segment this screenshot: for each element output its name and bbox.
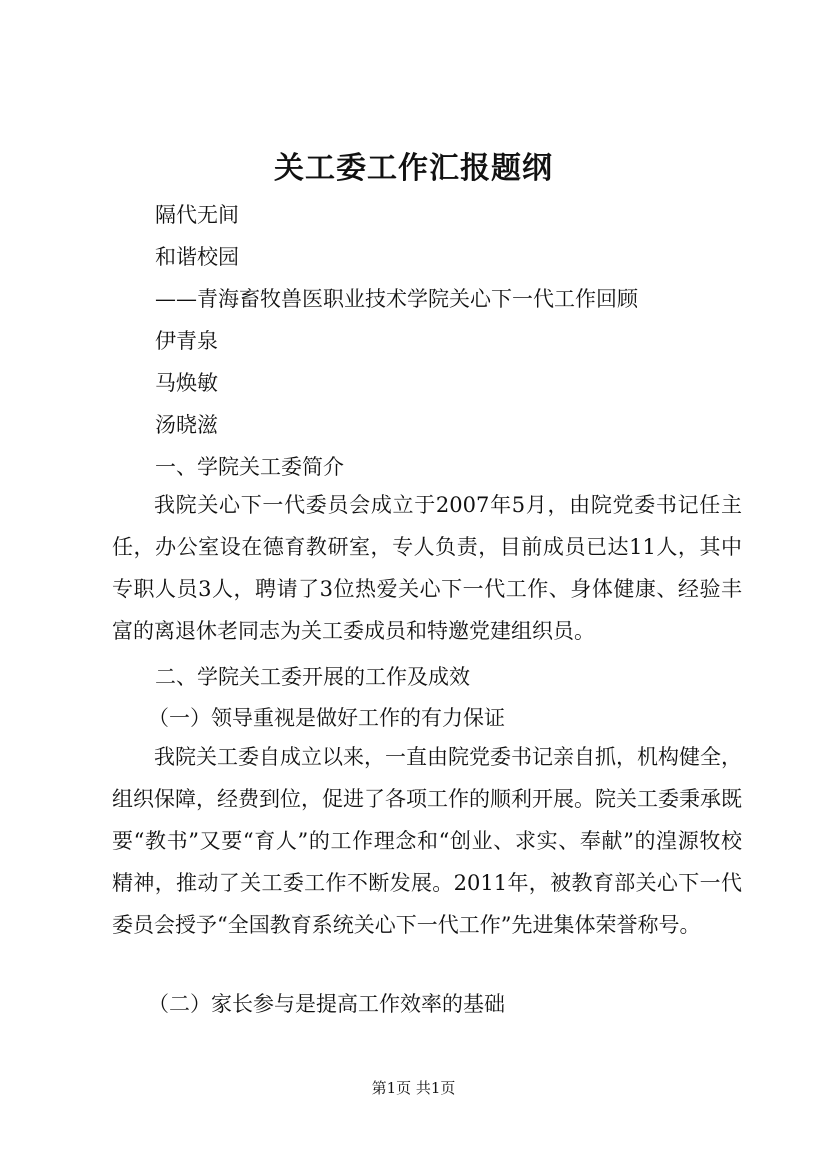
author-name: 马焕敏 [155, 371, 218, 395]
author-name: 汤晓滋 [155, 413, 218, 437]
subsection-heading: （一）领导重视是做好工作的有力保证 [148, 706, 505, 730]
body-paragraph [112, 484, 742, 652]
body-paragraph [112, 736, 742, 946]
paragraph-text: 我院关工委自成立以来，一直由院党委书记亲自抓，机构健全，组织保障，经费到位，促进了各项工作的顺利开展。院关工委秉承既要“教书”又要“育人”的工作理念和“创业、求实、奉献”的湟源牧校精神，推动了关工委工作不断发展。2011年，被教育部关心下一代委员会授予“全国教育系统关心下一代工作”先进集体荣誉称号。 [112, 745, 742, 937]
header-subtitle: ——青海畜牧兽医职业技术学院关心下一代工作回顾 [155, 287, 638, 311]
section-heading: 二、学院关工委开展的工作及成效 [155, 665, 470, 689]
paragraph-text: 我院关心下一代委员会成立于2007年5月，由院党委书记任主任，办公室设在德育教研室，专人负责，目前成员已达11人，其中专职人员3人，聘请了3位热爱关心下一代工作、身体健康、经验丰富的离退休老同志为关工委成员和特邀党建组织员。 [112, 493, 742, 643]
document-title: 关工委工作汇报题纲 [274, 151, 553, 186]
header-line: 和谐校园 [155, 245, 239, 269]
section-heading: 一、学院关工委简介 [155, 455, 344, 479]
page-number: 第1页 共1页 [371, 1079, 456, 1097]
author-name: 伊青泉 [155, 329, 218, 353]
header-line: 隔代无间 [155, 203, 239, 227]
subsection-heading: （二）家长参与是提高工作效率的基础 [148, 992, 505, 1016]
